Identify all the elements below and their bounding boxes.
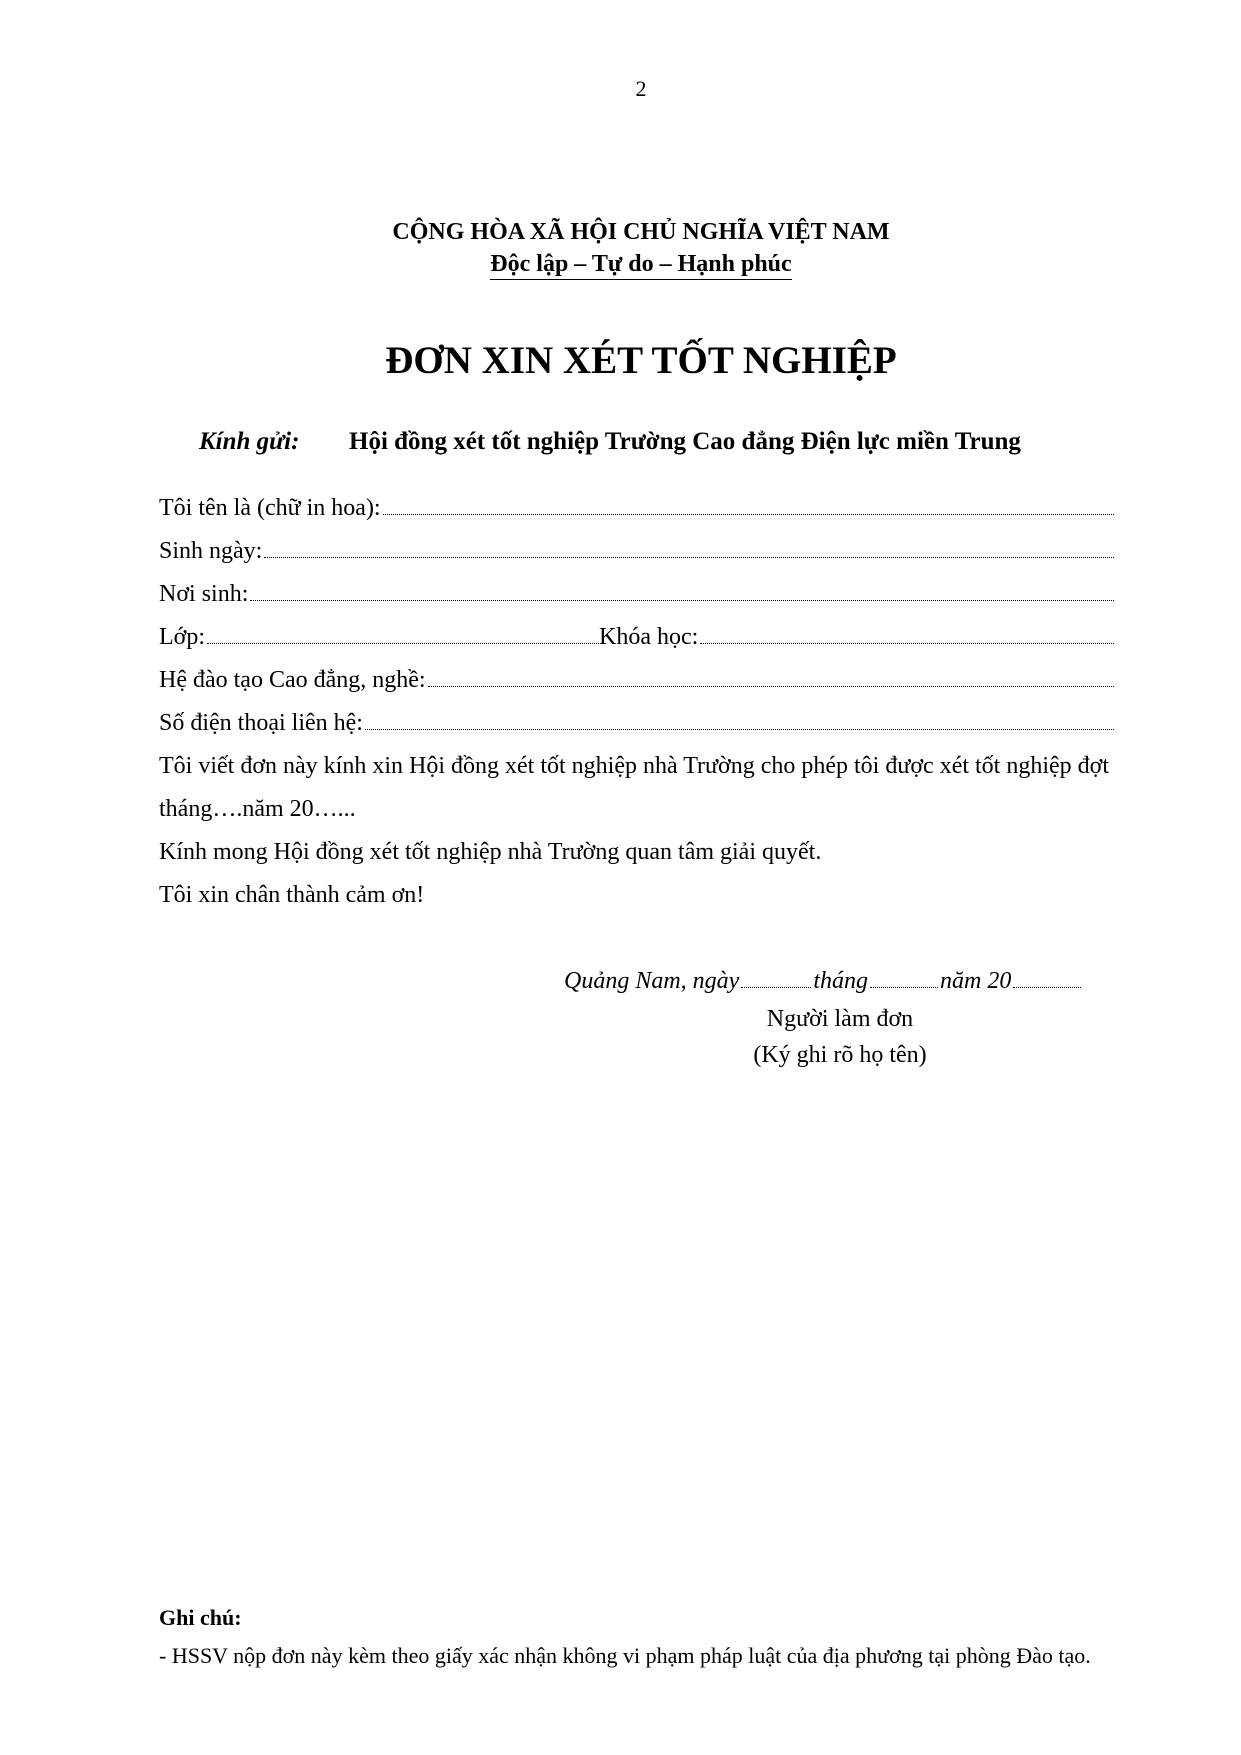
national-title: CỘNG HÒA XÃ HỘI CHỦ NGHĨA VIỆT NAM	[392, 219, 890, 245]
class-blank[interactable]	[207, 643, 599, 644]
year-blank[interactable]	[1013, 987, 1081, 988]
course-blank[interactable]	[700, 643, 1114, 644]
program-label: Hệ đào tạo Cao đẳng, nghề:	[159, 667, 426, 693]
full-name-field[interactable]	[159, 490, 1114, 522]
date-month-label: tháng	[813, 968, 868, 994]
birth-place-label: Nơi sinh:	[159, 581, 249, 607]
phone-field[interactable]	[159, 705, 1114, 737]
birth-date-field[interactable]	[159, 533, 1114, 565]
hope-paragraph: Kính mong Hội đồng xét tốt nghiệp nhà Trường quan tâm giải quyết.	[159, 839, 822, 865]
note-title: Ghi chú:	[159, 1605, 242, 1630]
phone-label: Số điện thoại liên hệ:	[159, 710, 363, 736]
course-label: Khóa học:	[599, 624, 699, 650]
date-place-label: Quảng Nam, ngày	[564, 968, 740, 994]
class-label: Lớp:	[159, 624, 206, 650]
signature-hint: (Ký ghi rõ họ tên)	[753, 1042, 927, 1068]
date-year-label: năm 20	[940, 968, 1012, 994]
birth-date-label: Sinh ngày:	[159, 538, 263, 564]
signer-title: Người làm đơn	[766, 1006, 914, 1032]
birth-date-blank[interactable]	[264, 557, 1114, 558]
phone-blank[interactable]	[365, 729, 1114, 730]
thanks-paragraph: Tôi xin chân thành cảm ơn!	[159, 882, 425, 908]
month-blank[interactable]	[870, 987, 938, 988]
full-name-label: Tôi tên là (chữ in hoa):	[159, 495, 381, 521]
national-motto: Độc lập – Tự do – Hạnh phúc	[490, 251, 791, 280]
motto-container	[0, 251, 1241, 280]
program-blank[interactable]	[428, 686, 1114, 687]
date-line	[564, 963, 1083, 995]
program-field[interactable]	[159, 662, 1114, 694]
birth-place-field[interactable]	[159, 576, 1114, 608]
birth-place-blank[interactable]	[250, 600, 1114, 601]
page-number: 2	[635, 76, 647, 101]
document-title: ĐƠN XIN XÉT TỐT NGHIỆP	[385, 339, 897, 382]
class-course-field[interactable]	[159, 619, 1114, 651]
request-paragraph: Tôi viết đơn này kính xin Hội đồng xét tốt nghiệp nhà Trường cho phép tôi được xét tốt nghiệp đợt tháng….năm 20…...	[159, 753, 1110, 822]
full-name-blank[interactable]	[383, 514, 1114, 515]
day-blank[interactable]	[741, 987, 811, 988]
addressee-label: Kính gửi:	[199, 428, 300, 455]
note-text: - HSSV nộp đơn này kèm theo giấy xác nhận không vi phạm pháp luật của địa phương tại phòng Đào tạo.	[159, 1643, 1091, 1668]
addressee-value: Hội đồng xét tốt nghiệp Trường Cao đẳng Điện lực miền Trung	[349, 428, 1021, 455]
